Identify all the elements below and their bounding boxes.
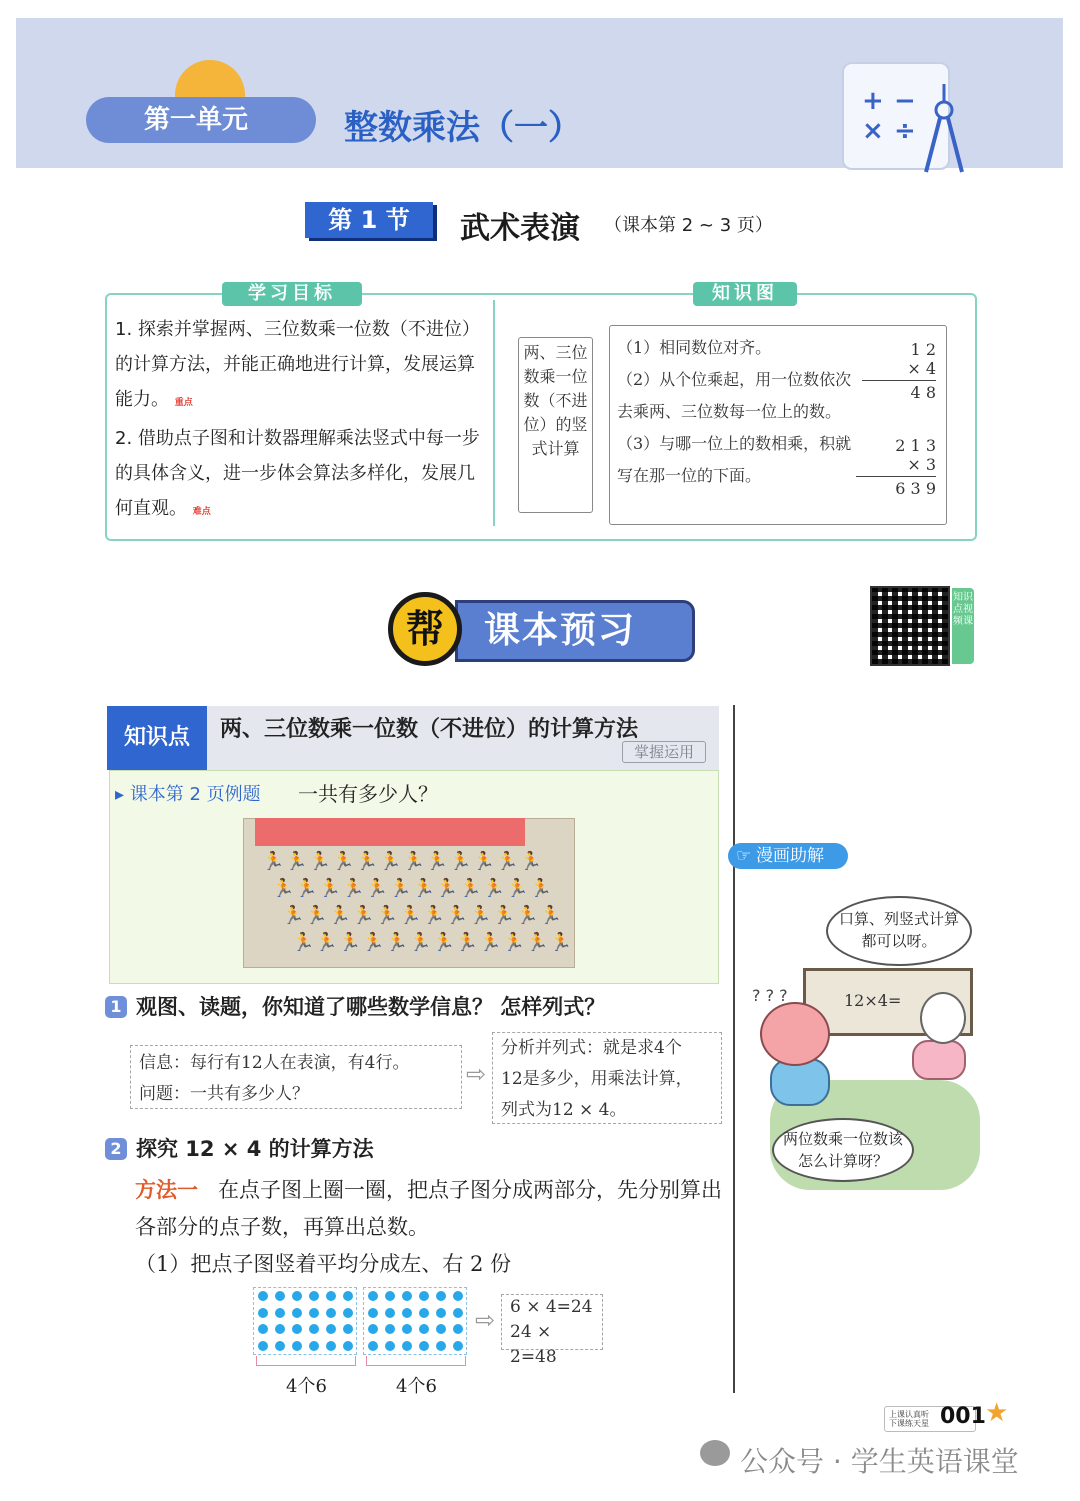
method-one-text: 方法一 在点子图上圈一圈，把点子图分成两部分，先分别算出各部分的点子数，再算出总数。 （1）把点子图竖着平均分成左、右 2 份 [135, 1172, 725, 1283]
dot [292, 1341, 302, 1351]
stage-banner [255, 818, 525, 846]
goals-tab: 学习目标 [222, 282, 362, 306]
goals-list [115, 312, 483, 530]
blackboard: 12×4= [803, 968, 973, 1036]
dot [326, 1324, 336, 1334]
dot [385, 1308, 395, 1318]
star-icon: ★ [985, 1398, 1009, 1428]
dot [402, 1341, 412, 1351]
dot [343, 1308, 353, 1318]
comic-help-tag: ☞ 漫画助解 [728, 843, 848, 869]
dot [326, 1341, 336, 1351]
section-badge: 第 1 节 [305, 202, 433, 238]
knowledge-map-topic: 两、三位数乘一位数（不进位）的竖式计算 [518, 337, 593, 513]
compass-icon [922, 64, 972, 176]
dot [258, 1324, 268, 1334]
info-box: 信息：每行有12人在表演，有4行。 问题：一共有多少人？ [130, 1045, 462, 1109]
goal-item: 2. 借助点子图和计数器理解乘法竖式中每一步的具体含义，进一步体会算法多样化，发展几何直观。 难点 [115, 421, 483, 530]
question-2-badge: 2 [105, 1138, 127, 1160]
dot [453, 1341, 463, 1351]
arrow-right-icon: ⇨ [475, 1306, 496, 1334]
dot [326, 1291, 336, 1301]
dot [309, 1291, 319, 1301]
vertical-calc-1: 1 2 × 4 4 8 [862, 340, 936, 402]
dot [436, 1324, 446, 1334]
question-1-text: 观图、读题，你知道了哪些数学信息？ 怎样列式？ [136, 995, 606, 1019]
panel-divider [493, 300, 495, 526]
dot [309, 1341, 319, 1351]
rule-2: （2）从个位乘起，用一位数依次去乘两、三位数每一位上的数。 [617, 370, 852, 421]
question-1-badge: 1 [105, 996, 127, 1018]
unit-title: 整数乘法（一） [344, 108, 582, 148]
dot [419, 1341, 429, 1351]
method-step: （1）把点子图竖着平均分成左、右 2 份 [135, 1252, 512, 1276]
dot [326, 1308, 336, 1318]
dot-group-right [363, 1287, 467, 1355]
pig-character [760, 1002, 830, 1066]
qr-label: 知识点视频课 [952, 588, 974, 664]
dot [368, 1291, 378, 1301]
rule-3: （3）与哪一位上的数相乘，积就写在那一位的下面。 [617, 434, 852, 485]
preview-circle: 帮 [388, 592, 462, 666]
plus-icon: + [862, 86, 884, 116]
dot [402, 1308, 412, 1318]
knowledge-point-badge: 知识点 [107, 706, 207, 770]
left-brace [256, 1356, 356, 1366]
preview-title: 课本预习 [455, 600, 695, 662]
hand-icon: ☞ [736, 846, 752, 866]
mastery-label: 掌握运用 [622, 741, 706, 763]
dot [343, 1291, 353, 1301]
dot [402, 1324, 412, 1334]
dot [385, 1324, 395, 1334]
dot [292, 1324, 302, 1334]
rule-1: （1）相同数位对齐。 [617, 338, 772, 357]
calc-result-box: 6 × 4=24 24 × 2=48 [501, 1294, 603, 1350]
arrow-right-icon: ⇨ [466, 1060, 487, 1088]
dot [309, 1324, 319, 1334]
minus-icon: − [894, 86, 916, 116]
dot [275, 1291, 285, 1301]
left-group-label: 4个6 [286, 1376, 327, 1397]
question-marks: ? ? ? [752, 986, 788, 1005]
qr-code-icon[interactable] [870, 586, 950, 666]
divide-icon: ÷ [894, 116, 916, 146]
dot [368, 1324, 378, 1334]
dot [292, 1291, 302, 1301]
dot [402, 1291, 412, 1301]
example-link[interactable]: ▸ 课本第 2 页例题 [115, 784, 261, 805]
knowledge-point-title: 两、三位数乘一位数（不进位）的计算方法 [220, 717, 639, 742]
dot-group-left [253, 1287, 357, 1355]
dot [436, 1341, 446, 1351]
dot [275, 1341, 285, 1351]
dot [419, 1324, 429, 1334]
right-brace [366, 1356, 466, 1366]
dot [419, 1291, 429, 1301]
watermark: 公众号 · 学生英语课堂 [740, 1445, 1019, 1478]
dot [258, 1341, 268, 1351]
page-slogan: 上课认真听 下课练天星 [889, 1410, 929, 1428]
dot [275, 1308, 285, 1318]
dot [275, 1324, 285, 1334]
dot [368, 1308, 378, 1318]
example-question: 一共有多少人？ [298, 782, 438, 806]
dot [436, 1291, 446, 1301]
speech-bubble-top: 口算、列竖式计算都可以呀。 [826, 896, 972, 966]
dot [309, 1308, 319, 1318]
goal-item: 1. 探索并掌握两、三位数乘一位数（不进位）的计算方法，并能正确地进行计算，发展运算能力。 重点 [115, 312, 483, 421]
key-point-tag: 重点 [174, 398, 193, 408]
dot [453, 1291, 463, 1301]
knowledge-map-rules [617, 332, 862, 492]
vertical-calc-2: 2 1 3 × 3 6 3 9 [856, 436, 936, 498]
column-divider [733, 705, 735, 1393]
page-number: 001 [940, 1404, 986, 1429]
dot [258, 1291, 268, 1301]
section-pages: （课本第 2 ~ 3 页） [604, 215, 773, 236]
dot [385, 1341, 395, 1351]
times-icon: × [862, 116, 884, 146]
method-one-label: 方法一 [135, 1178, 198, 1202]
dot [453, 1308, 463, 1318]
dot [385, 1291, 395, 1301]
bunny-character [920, 992, 966, 1044]
dot [258, 1308, 268, 1318]
speech-bubble-bottom: 两位数乘一位数该怎么计算呀？ [772, 1118, 914, 1182]
knowledge-map-tab: 知识图 [693, 282, 797, 306]
right-group-label: 4个6 [396, 1376, 437, 1397]
dot [419, 1308, 429, 1318]
dot-diagram [253, 1287, 471, 1355]
bunny-body [912, 1040, 966, 1080]
dot [343, 1324, 353, 1334]
dot [292, 1308, 302, 1318]
performers-illustration: 🏃🏃🏃🏃🏃🏃🏃🏃🏃🏃🏃🏃 🏃🏃🏃🏃🏃🏃🏃🏃🏃🏃🏃🏃 🏃🏃🏃🏃🏃🏃🏃🏃🏃🏃🏃🏃 🏃🏃🏃🏃🏃🏃🏃🏃🏃🏃🏃🏃 [262, 851, 573, 953]
unit-label: 第一单元 [86, 97, 316, 143]
section-title: 武术表演 [460, 211, 580, 246]
wechat-icon [700, 1440, 730, 1466]
question-2-text: 探究 12 × 4 的计算方法 [136, 1137, 374, 1161]
dot [436, 1308, 446, 1318]
dot [453, 1324, 463, 1334]
difficulty-tag: 难点 [192, 507, 211, 517]
analysis-box: 分析并列式：就是求4个 12是多少，用乘法计算， 列式为12 × 4。 [492, 1032, 722, 1124]
dot [343, 1341, 353, 1351]
dot [368, 1341, 378, 1351]
